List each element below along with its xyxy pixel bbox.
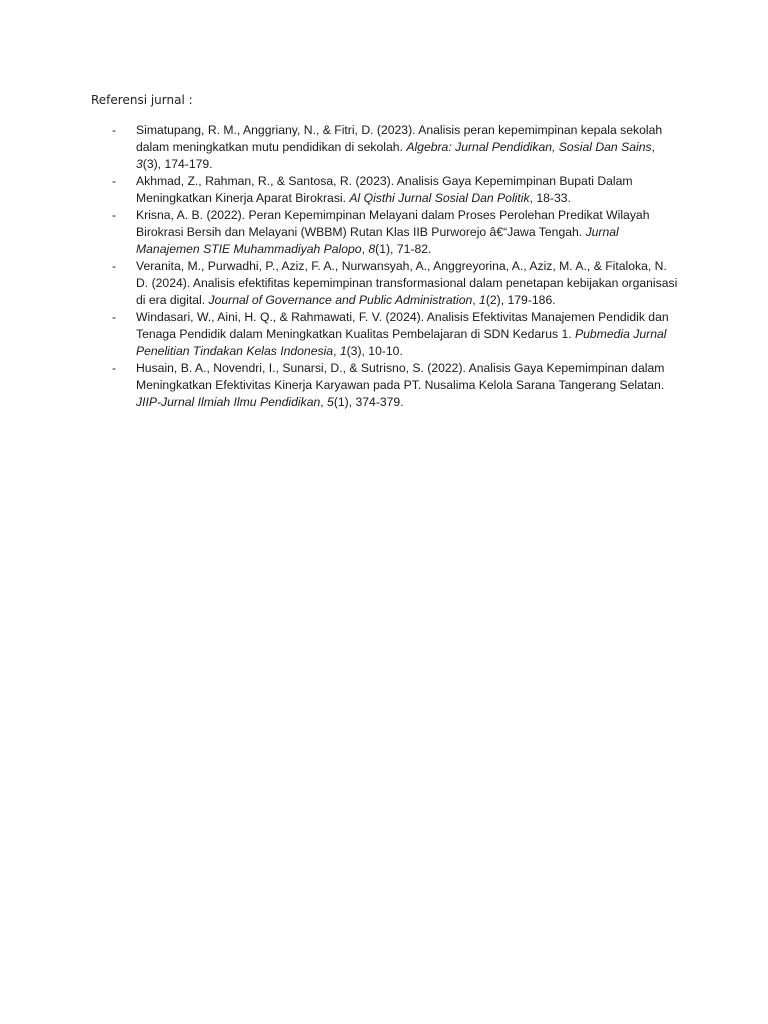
bullet-dash: - (112, 361, 117, 375)
bullet-dash: - (112, 208, 117, 222)
reference-citation: Husain, B. A., Novendri, I., Sunarsi, D., & Sutrisno, S. (2022). Analisis Gaya Kepemimpinan dalam Meningkatkan Efektivitas Kinerja Karyawan pada PT. Nusalima Kelola Sarana Tangerang Selatan. (136, 361, 665, 392)
reference-issue-pages: (3), 10-10. (346, 344, 403, 358)
reference-list (112, 122, 682, 411)
reference-item-4 (112, 258, 682, 309)
reference-item-5 (112, 309, 682, 360)
reference-citation: Windasari, W., Aini, H. Q., & Rahmawati, F. V. (2024). Analisis Efektivitas Manajemen Pendidik dan Tenaga Pendidik dalam Meningkatkan Kualitas Pembelajaran di SDN Kedarus 1. (136, 310, 669, 341)
reference-volume: 1 (479, 293, 486, 307)
reference-journal: Al Qisthi Jurnal Sosial Dan Politik (349, 191, 530, 205)
reference-journal: Algebra: Jurnal Pendidikan, Sosial Dan Sains (406, 140, 652, 154)
reference-issue-pages: (1), 71-82. (375, 242, 432, 256)
reference-item-6 (112, 360, 682, 411)
reference-journal: JIIP-Jurnal Ilmiah Ilmu Pendidikan (136, 395, 321, 409)
reference-separator: , (320, 395, 328, 409)
reference-separator: , (361, 242, 369, 256)
reference-citation: Veranita, M., Purwadhi, P., Aziz, F. A., Nurwansyah, A., Anggreyorina, A., Aziz, M. A., & Fitaloka, N. D. (2024). Analisis efektifitas kepemimpinan transformasional dalam penetapan kebijakan organisasi di era digital. (136, 259, 678, 307)
reference-issue-pages: (1), 374-379. (333, 395, 404, 409)
bullet-dash: - (112, 174, 117, 188)
bullet-dash: - (112, 259, 117, 273)
reference-volume: 3 (136, 157, 143, 171)
reference-journal: Pubmedia Jurnal Penelitian Tindakan Kelas Indonesia (136, 327, 667, 358)
reference-item-3 (112, 207, 682, 258)
reference-separator: , (651, 140, 655, 154)
reference-journal: Jurnal Manajemen STIE Muhammadiyah Palopo (136, 225, 619, 256)
reference-volume: 5 (327, 395, 334, 409)
reference-volume: 1 (339, 344, 347, 358)
bullet-dash: - (112, 123, 117, 137)
reference-journal: Journal of Governance and Public Administration (208, 293, 473, 307)
reference-item-1 (112, 122, 682, 173)
bullet-dash: - (112, 310, 117, 324)
reference-citation: Akhmad, Z., Rahman, R., & Santosa, R. (2023). Analisis Gaya Kepemimpinan Bupati Dalam Meningkatkan Kinerja Aparat Birokrasi. (136, 174, 633, 205)
reference-separator: , (472, 293, 480, 307)
reference-issue-pages: (2), 179-186. (485, 293, 556, 307)
reference-separator: , (333, 344, 340, 358)
reference-volume: 8 (368, 242, 376, 256)
references-heading: Referensi jurnal : (91, 93, 193, 107)
reference-citation: Krisna, A. B. (2022). Peran Kepemimpinan Melayani dalam Proses Perolehan Predikat Wilayah Birokrasi Bersih dan Melayani (WBBM) Rutan Klas IIB Purworejo â€“Jawa Tengah. (136, 208, 650, 239)
reference-separator: , 18-33. (529, 191, 571, 205)
reference-issue-pages: (3), 174-179. (142, 157, 213, 171)
reference-item-2 (112, 173, 682, 207)
reference-citation: Simatupang, R. M., Anggriany, N., & Fitri, D. (2023). Analisis peran kepemimpinan kepala sekolah dalam meningkatkan mutu pendidikan di sekolah. (136, 123, 663, 154)
